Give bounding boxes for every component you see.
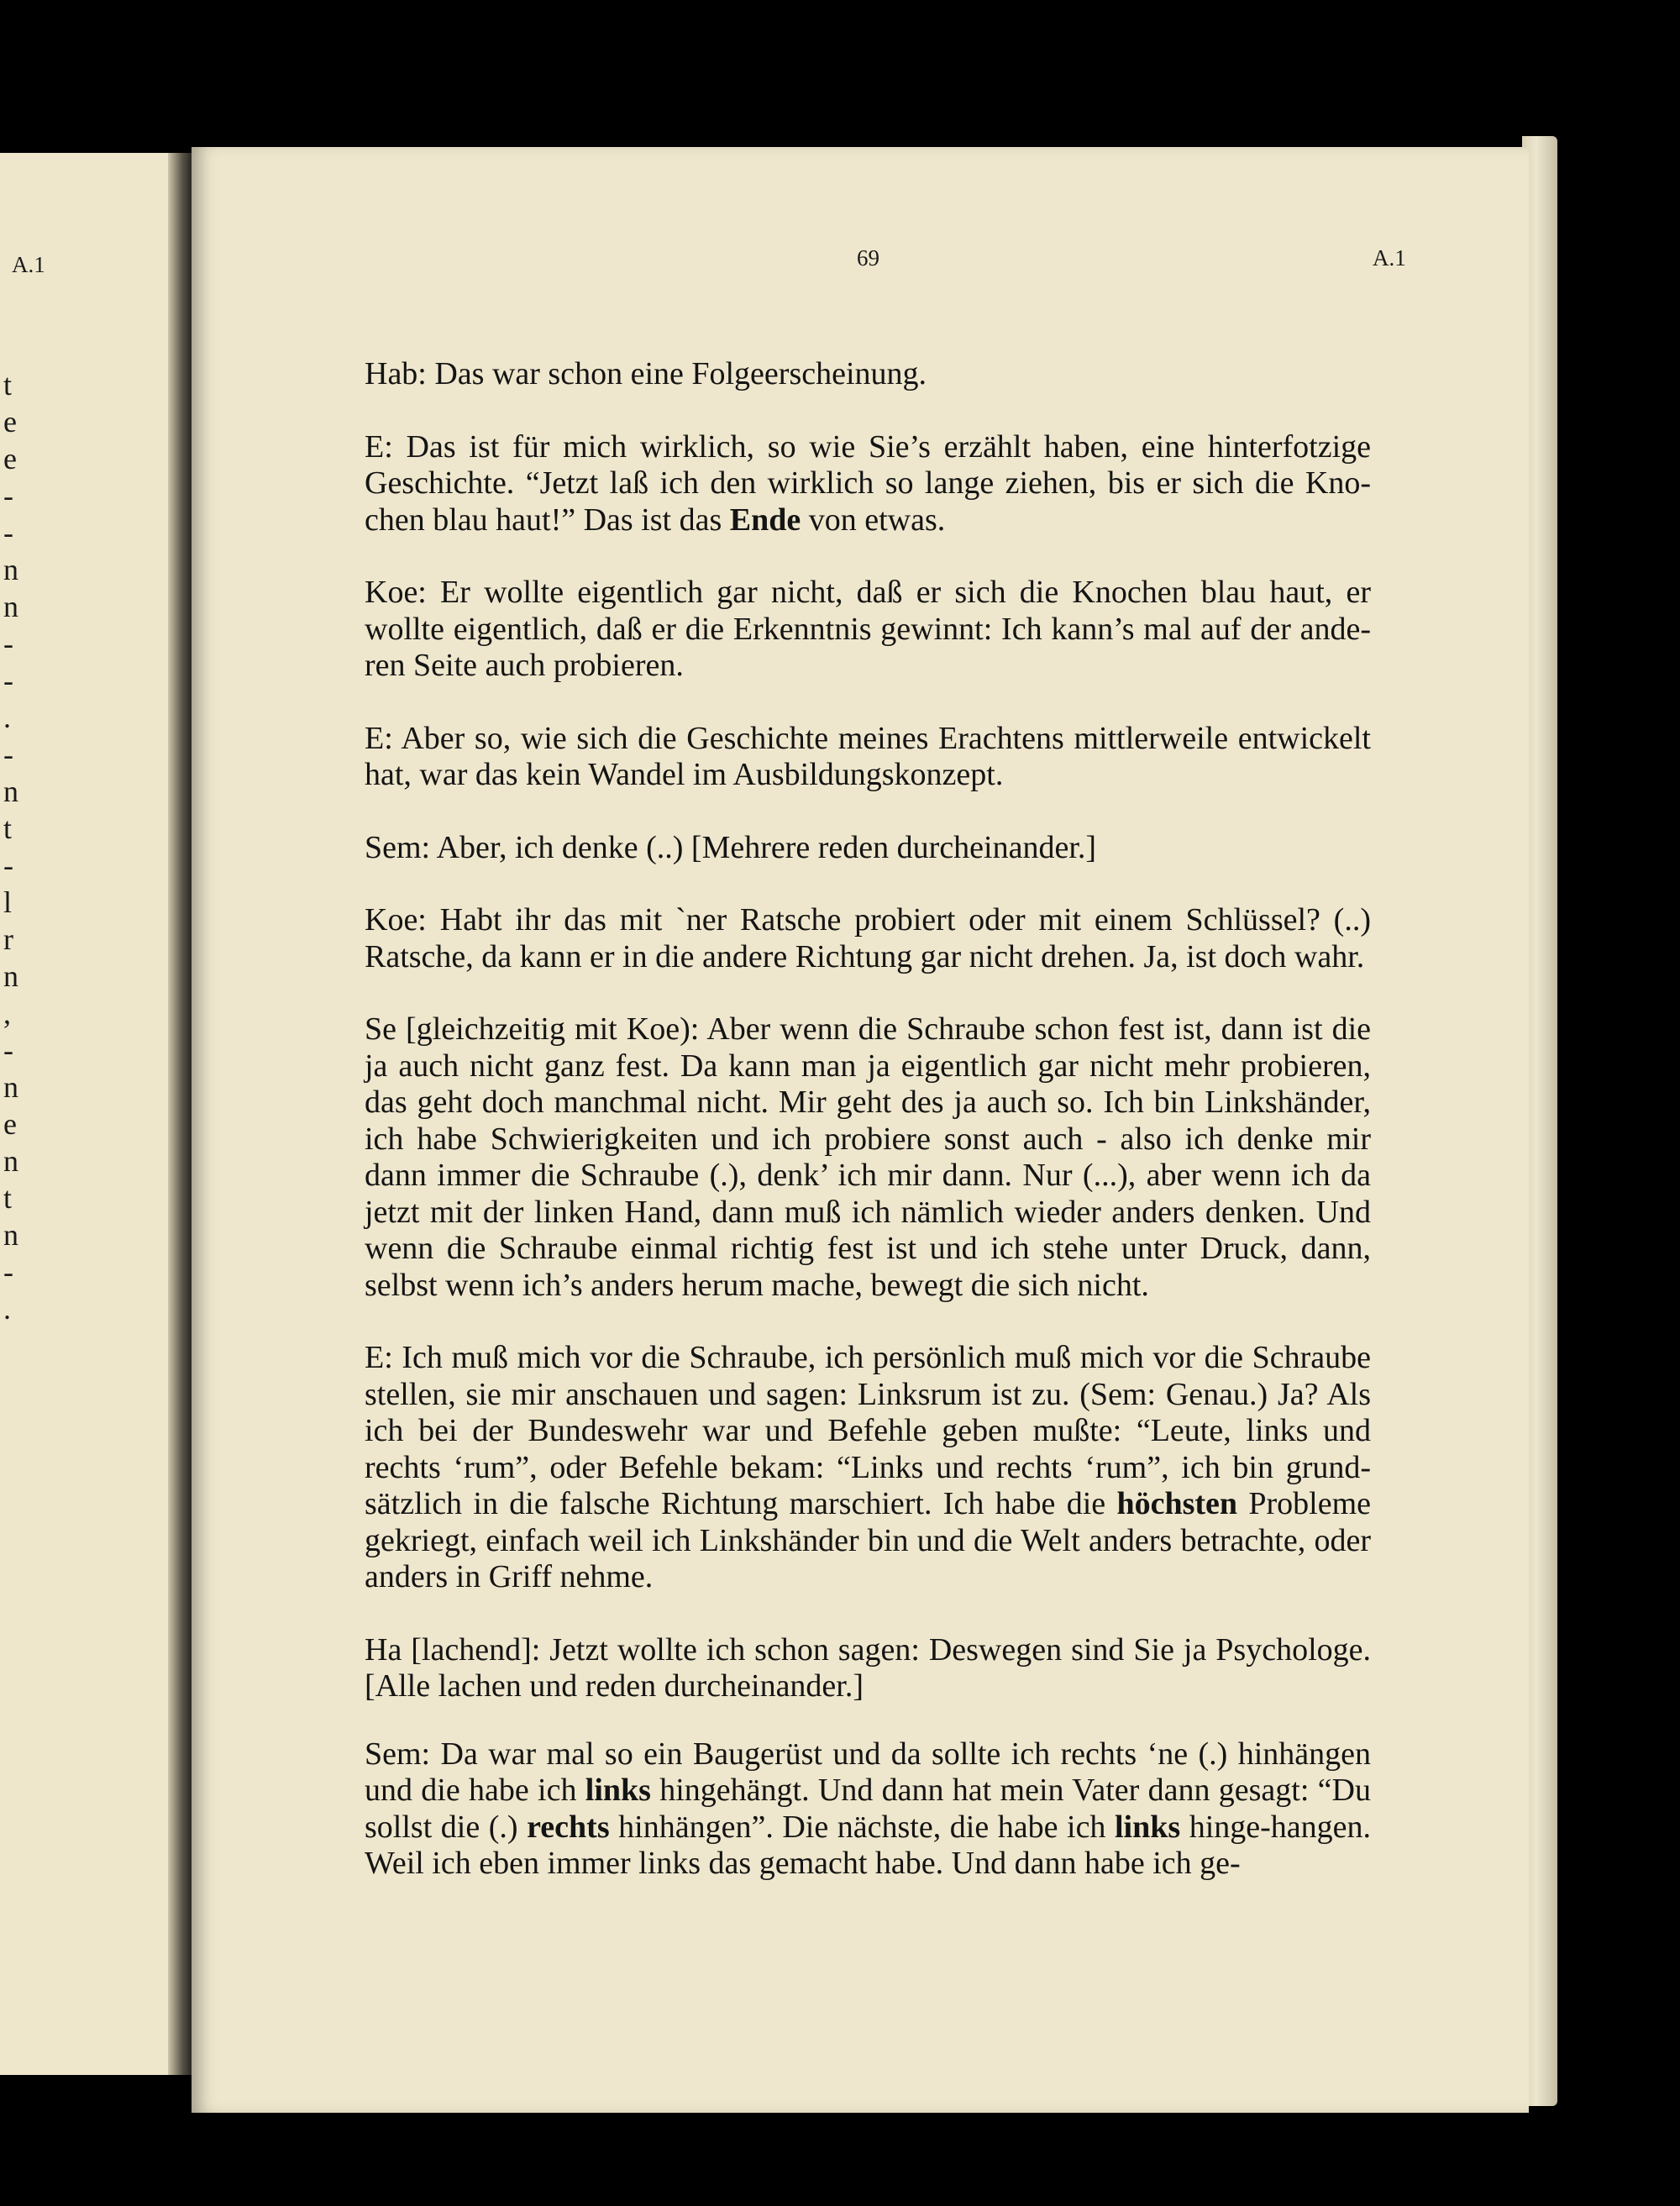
margin-fragment: - — [3, 738, 13, 771]
margin-fragment: , — [3, 996, 11, 1030]
running-header-right: A.1 — [1373, 245, 1406, 270]
emphasis-text: Ende — [729, 502, 801, 538]
left-page-fragment — [0, 153, 176, 2075]
paragraph-e-2 — [365, 721, 1371, 794]
margin-fragment: n — [3, 1218, 18, 1252]
paragraph-se-1 — [365, 1011, 1371, 1304]
emphasis-text: links — [585, 1773, 651, 1808]
emphasis-text: links — [1114, 1809, 1181, 1845]
margin-fragment: - — [3, 1255, 13, 1289]
paragraph-koe-2 — [365, 902, 1371, 975]
text: E: Das ist für mich wirklich, so wie Sie’s erzählt haben, eine hinterfotzige Geschichte. “Jetzt laß ich den wirklich so lange ziehen, bis er sich die Kno-chen blau haut!” Das ist das — [365, 428, 1371, 538]
transcript-body — [365, 356, 1371, 1919]
text: hingehängt. Und dann hat mein Vater dann gesagt: “Du sollst die (.) — [365, 1773, 1371, 1845]
emphasis-text: rechts — [527, 1809, 610, 1845]
text: Sem: Aber, ich denke (..) [Mehrere reden durcheinander.] — [365, 829, 1097, 865]
text: Koe: Er wollte eigentlich gar nicht, daß er sich die Knochen blau haut, er wollte eigentlich, daß er die Erkenntnis gewinnt: Ich kann’s mal auf der ande-ren Seite auch probieren. — [365, 575, 1371, 683]
emphasis-text: höchsten — [1116, 1486, 1238, 1521]
text: von etwas. — [801, 502, 946, 538]
margin-fragment: n — [3, 553, 18, 586]
left-page-header: A.1 — [12, 252, 45, 277]
page-number: 69 — [857, 245, 879, 270]
margin-fragment: t — [3, 811, 13, 845]
margin-fragment: - — [3, 516, 13, 549]
margin-fragment: n — [3, 1144, 18, 1178]
margin-fragment: . — [3, 701, 11, 734]
margin-fragment: e — [3, 1107, 17, 1141]
margin-fragment: - — [3, 479, 13, 512]
text: E: Ich muß mich vor die Schraube, ich persönlich muß mich vor die Schraube stellen, sie mir anschauen und sagen: Linksrum ist zu. (Sem: Genau.) Ja? Als ich bei der Bundeswehr war und Befehle geben mußte: “Leute, links und rechts ‘rum”, oder Befehle bekam: “Links und rechts ‘rum”, ich bin grund-sätzlich in die falsche Richtung marschiert. Ich habe die — [365, 1340, 1371, 1521]
paragraph-e-3 — [365, 1340, 1371, 1596]
text: hinhängen”. Die nächste, die habe ich — [609, 1809, 1115, 1845]
margin-fragment: t — [3, 368, 13, 402]
text: Se [gleichzeitig mit Koe): Aber wenn die Schraube schon fest ist, dann ist die ja auch nicht ganz fest. Da kann man ja eigentlich gar nicht mehr probieren, das geht doch manchmal nicht. Mir geht des ja auch so. Ich bin Linkshänder, ich habe Schwierigkeiten und ich probiere sonst auch - also ich denke mir dann immer die Schraube (.), denk’ ich mir dann. Nur (...), aber wenn ich da jetzt mit der linken Hand, dann muß ich nämlich wieder anders denken. Und wenn die Schraube einmal richtig fest ist und ich stehe unter Druck, dann, selbst wenn ich’s anders herum mache, bewegt die sich nicht. — [365, 1011, 1371, 1303]
text: Hab: Das war schon eine Folgeerscheinung. — [365, 356, 927, 391]
text: Sem: Da war mal so ein Baugerüst und da sollte ich rechts ‘ne (.) hinhängen und die habe ich — [365, 1736, 1371, 1808]
text: Probleme gekriegt, einfach weil ich Linkshänder bin und die Welt anders betrachte, oder anders in Griff nehme. — [365, 1486, 1371, 1594]
book-gutter — [168, 153, 192, 2075]
margin-fragment: n — [3, 959, 18, 993]
margin-fragment: n — [3, 1070, 18, 1104]
margin-fragment: n — [3, 775, 18, 808]
text: E: Aber so, wie sich die Geschichte meines Erachtens mittlerweile entwickelt hat, war das kein Wandel im Ausbildungskonzept. — [365, 720, 1371, 792]
margin-fragment: t — [3, 1181, 13, 1215]
paragraph-hab-1 — [365, 356, 1371, 393]
margin-fragment: n — [3, 590, 18, 623]
margin-fragment: r — [3, 922, 13, 956]
margin-fragment: - — [3, 1033, 13, 1067]
margin-fragment: l — [3, 885, 13, 919]
margin-fragment: e — [3, 442, 17, 475]
text: Koe: Habt ihr das mit `ner Ratsche probiert oder mit einem Schlüssel? (..) Ratsche, da kann er in die andere Richtung gar nicht drehen. Ja, ist doch wahr. — [365, 902, 1371, 974]
margin-fragment: e — [3, 405, 17, 439]
margin-fragment: - — [3, 848, 13, 882]
text: hinge-hangen. Weil ich eben immer links das gemacht habe. Und dann habe ich ge- — [365, 1809, 1372, 1881]
margin-fragment: - — [3, 627, 13, 660]
margin-fragment: - — [3, 664, 13, 697]
text: Ha [lachend]: Jetzt wollte ich schon sagen: Deswegen sind Sie ja Psychologe. [Alle lachen und reden durcheinander.] — [365, 1631, 1371, 1704]
margin-fragment: . — [3, 1292, 11, 1326]
paragraph-koe-1 — [365, 575, 1371, 685]
paragraph-sem-1 — [365, 830, 1371, 867]
paragraph-e-1 — [365, 429, 1371, 539]
paragraph-ha-1 — [365, 1632, 1371, 1705]
paragraph-sem-2 — [365, 1736, 1371, 1883]
